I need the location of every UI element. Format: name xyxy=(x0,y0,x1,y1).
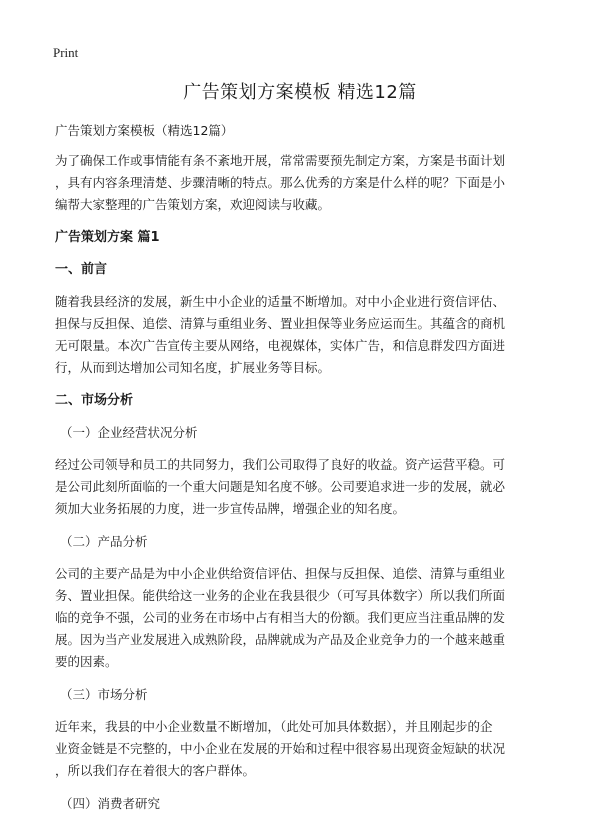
subsection-heading: （三）市场分析 xyxy=(60,687,148,702)
market-analysis-heading: 二、市场分析 xyxy=(55,393,134,408)
document-body xyxy=(55,120,552,825)
paragraph-line: 临的竞争不强，公司的业务在市场中占有相当大的份额。我们更应当注重品牌的发 xyxy=(55,610,506,625)
paragraph-line: 行，从而到达增加公司知名度，扩展业务等目标。 xyxy=(55,360,331,375)
paragraph-line: 经过公司领导和员工的共同努力，我们公司取得了良好的收益。资产运营平稳。可 xyxy=(55,457,506,472)
paragraph-line: 要的因素。 xyxy=(55,654,118,669)
paragraph-line: ，所以我们存在着很大的客户群体。 xyxy=(55,763,256,778)
subsection-heading: （四）消费者研究 xyxy=(60,796,161,811)
business-status-paragraph xyxy=(55,454,552,520)
market-paragraph xyxy=(55,716,552,782)
product-analysis-paragraph xyxy=(55,563,552,673)
section-heading: 广告策划方案 篇1 xyxy=(55,230,160,245)
subsection-heading: （二）产品分析 xyxy=(60,534,148,549)
preface-heading: 一、前言 xyxy=(55,262,108,277)
paragraph-line: 业资金链是不完整的，中小企业在发展的开始和过程中很容易出现资金短缺的状况 xyxy=(55,741,506,756)
print-link[interactable]: Print xyxy=(53,45,79,60)
paragraph-line: 公司的主要产品是为中小企业供给资信评估、担保与反担保、追偿、清算与重组业 xyxy=(55,566,506,581)
intro-paragraph xyxy=(55,150,552,216)
paragraph-line: 编帮大家整理的广告策划方案，欢迎阅读与收藏。 xyxy=(55,197,331,212)
paragraph-line: 担保与反担保、追偿、清算与重组业务、置业担保等业务应运而生。其蕴含的商机 xyxy=(55,316,506,331)
paragraph-line: ，具有内容条理清楚、步骤清晰的特点。那么优秀的方案是什么样的呢？下面是小 xyxy=(55,175,506,190)
preface-paragraph xyxy=(55,291,552,379)
paragraph-line: 展。因为当产业发展进入成熟阶段，品牌就成为产品及企业竞争力的一个越来越重 xyxy=(55,632,506,647)
subsection-heading: （一）企业经营状况分析 xyxy=(60,425,198,440)
paragraph-line: 无可限量。本次广告宣传主要从网络，电视媒体，实体广告，和信息群发四方面进 xyxy=(55,338,506,353)
paragraph-line: 务、置业担保。能供给这一业务的企业在我县很少（可写具体数字）所以我们所面 xyxy=(55,588,506,603)
paragraph-line: 为了确保工作或事情能有条不紊地开展，常常需要预先制定方案，方案是书面计划 xyxy=(55,153,506,168)
paragraph-line: 近年来，我县的中小企业数量不断增加，（此处可加具体数据），并且刚起步的企 xyxy=(55,719,493,734)
document-subtitle: 广告策划方案模板（精选12篇） xyxy=(55,123,234,138)
paragraph-line: 是公司此刻所面临的一个重大问题是知名度不够。公司要追求进一步的发展，就必 xyxy=(55,479,506,494)
page-title: 广告策划方案模板 精选12篇 xyxy=(183,82,417,103)
paragraph-line: 须加大业务拓展的力度，进一步宣传品牌，增强企业的知名度。 xyxy=(55,501,406,516)
paragraph-line: 随着我县经济的发展，新生中小企业的适量不断增加。对中小企业进行资信评估、 xyxy=(55,294,506,309)
